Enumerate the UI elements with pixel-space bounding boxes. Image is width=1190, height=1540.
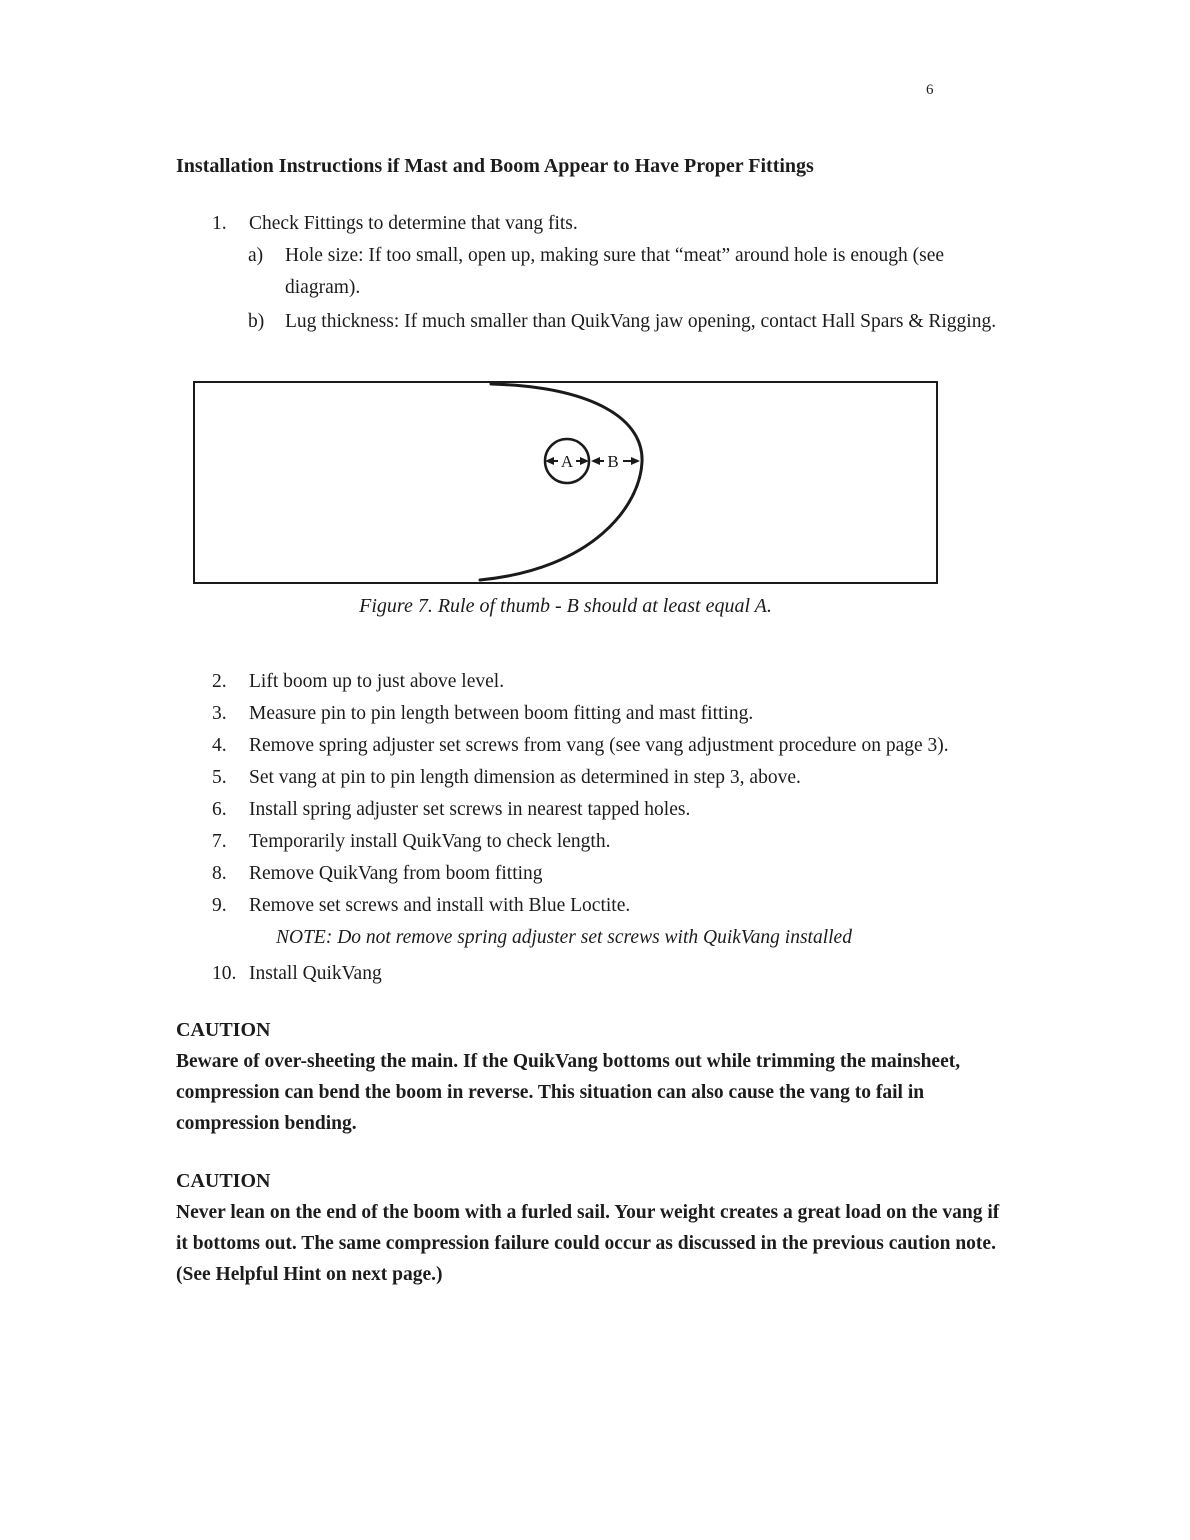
lug-diagram — [195, 383, 940, 582]
list-item-3 — [212, 698, 1015, 730]
figure-box — [193, 381, 938, 584]
list-item-text: Remove QuikVang from boom fitting — [249, 863, 543, 884]
list-subitem-b — [248, 306, 1015, 338]
list-item-number: 5. — [212, 767, 227, 788]
list-item-2 — [212, 666, 1015, 698]
list-item-text: Remove spring adjuster set screws from vang (see vang adjustment procedure on page 3). — [249, 735, 949, 756]
caution-body: Never lean on the end of the boom with a furled sail. Your weight creates a great load on the vang if it bottoms out. The same compression failure could occur as discussed in the previous caution note. (See Helpful Hint on next page.) — [176, 1202, 1000, 1285]
list-item-number: a) — [248, 245, 264, 266]
list-item-6 — [212, 794, 1015, 826]
list-item-5 — [212, 762, 1015, 794]
list-item-text: Measure pin to pin length between boom fitting and mast fitting. — [249, 703, 754, 724]
list-item-text: Temporarily install QuikVang to check length. — [249, 831, 611, 852]
list-subitem-a — [248, 240, 1015, 304]
dimension-b-label: B — [607, 452, 619, 471]
list-item-text: Install spring adjuster set screws in nearest tapped holes. — [249, 799, 691, 820]
note-line: NOTE: Do not remove spring adjuster set screws with QuikVang installed — [276, 927, 852, 948]
caution-body: Beware of over-sheeting the main. If the QuikVang bottoms out while trimming the mainsheet, compression can bend the boom in reverse. This situation can also cause the vang to fail in compression bending. — [176, 1051, 961, 1134]
list-item-number: 2. — [212, 671, 227, 692]
caution-title: CAUTION — [176, 1170, 271, 1192]
steps-list — [176, 666, 1015, 990]
list-item-number: 6. — [212, 799, 227, 820]
page-number: 6 — [926, 82, 934, 98]
dimension-arrows — [545, 457, 640, 465]
section-heading: Installation Instructions if Mast and Boom Appear to Have Proper Fittings — [176, 155, 814, 177]
caution-section-2 — [176, 1165, 1015, 1290]
list-item-1 — [212, 208, 1015, 240]
caution-title: CAUTION — [176, 1019, 271, 1041]
figure-caption: Figure 7. Rule of thumb - B should at least equal A. — [359, 595, 772, 617]
list-item-7 — [212, 826, 1015, 858]
list-item-number: 3. — [212, 703, 227, 724]
list-item-number: 4. — [212, 735, 227, 756]
list-item-text: Hole size: If too small, open up, making sure that “meat” around hole is enough (see diagram). — [285, 245, 945, 298]
list-item-4 — [212, 730, 1015, 762]
list-item-text: Lift boom up to just above level. — [249, 671, 505, 692]
list-item-number: b) — [248, 311, 265, 332]
caution-section-1 — [176, 1014, 1015, 1139]
figure-7 — [193, 381, 942, 621]
list-item-9 — [212, 890, 1015, 922]
list-item-number: 8. — [212, 863, 227, 884]
list-item-text: Check Fittings to determine that vang fits. — [249, 213, 578, 234]
list-item-8 — [212, 858, 1015, 890]
list-item-number: 1. — [212, 213, 227, 234]
list-item-number: 10. — [212, 963, 237, 984]
list-item-text: Set vang at pin to pin length dimension as determined in step 3, above. — [249, 767, 801, 788]
list-item-text: Install QuikVang — [249, 963, 382, 984]
list-item-number: 9. — [212, 895, 227, 916]
list-item-text: Remove set screws and install with Blue Loctite. — [249, 895, 631, 916]
list-item-number: 7. — [212, 831, 227, 852]
list-item-10 — [212, 958, 1015, 990]
list-item-text: Lug thickness: If much smaller than QuikVang jaw opening, contact Hall Spars & Rigging. — [285, 311, 997, 332]
dimension-a-label: A — [560, 452, 574, 471]
